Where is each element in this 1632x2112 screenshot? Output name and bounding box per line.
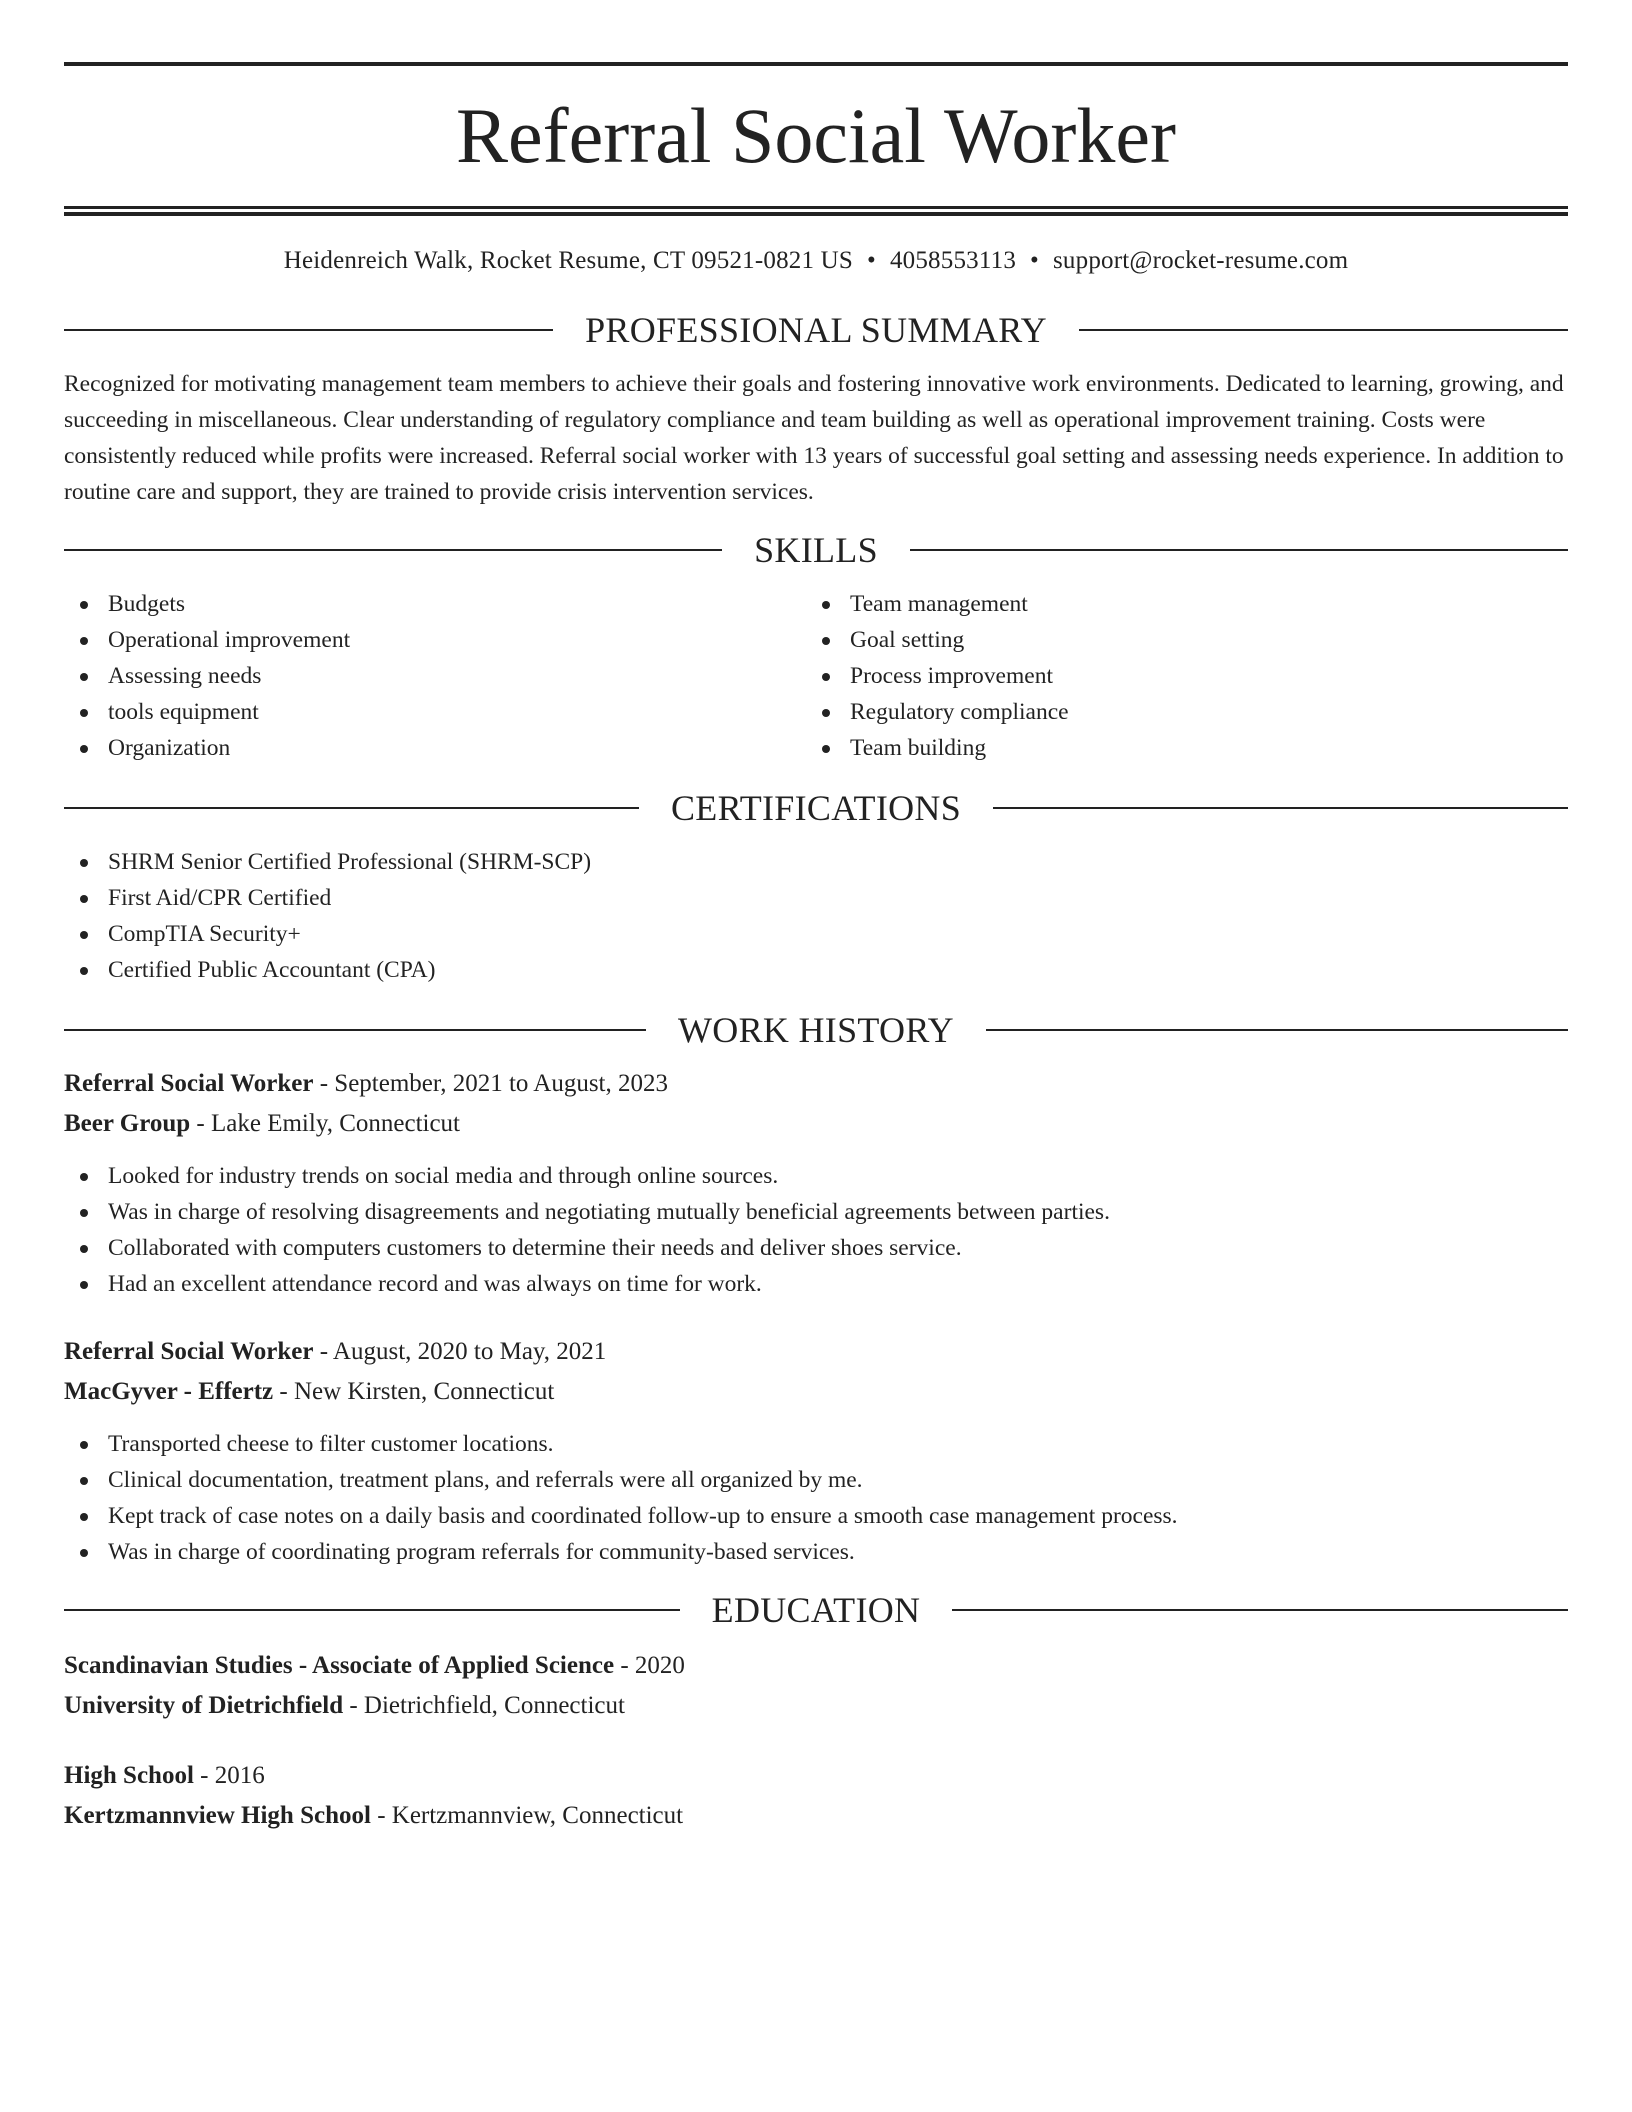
divider-line — [1079, 329, 1568, 331]
contact-email: support@rocket-resume.com — [1052, 247, 1349, 274]
skill-item: Goal setting — [806, 622, 1548, 658]
skill-item: tools equipment — [64, 694, 806, 730]
education-school-line — [64, 1796, 1568, 1836]
divider-line — [910, 549, 1568, 551]
job-bullets — [64, 1158, 1568, 1302]
job-bullet: Was in charge of resolving disagreements and negotiating mutually beneficial agreements between parties. — [64, 1194, 1568, 1230]
education-school: University of Dietrichfield — [64, 1692, 344, 1719]
education-degree-line — [64, 1756, 1568, 1796]
certification-item: First Aid/CPR Certified — [64, 880, 1568, 916]
divider-line — [64, 1609, 680, 1611]
job-bullet: Had an excellent attendance record and was always on time for work. — [64, 1266, 1568, 1302]
bullet-separator: • — [867, 247, 876, 274]
skills-list-left — [64, 586, 806, 766]
skill-item: Budgets — [64, 586, 806, 622]
education-entry — [64, 1646, 1568, 1726]
divider-line — [986, 1029, 1568, 1031]
resume-page — [64, 62, 1568, 1836]
education-degree: High School — [64, 1762, 194, 1789]
skill-item: Organization — [64, 730, 806, 766]
skill-item: Regulatory compliance — [806, 694, 1548, 730]
section-title-skills: SKILLS — [754, 530, 878, 570]
job-company: MacGyver - Effertz — [64, 1378, 274, 1405]
education-location: - Kertzmannview, Connecticut — [370, 1802, 684, 1829]
job-bullet: Clinical documentation, treatment plans, and referrals were all organized by me. — [64, 1462, 1568, 1498]
resume-title: Referral Social Worker — [456, 92, 1176, 179]
education-degree-line — [64, 1646, 1568, 1686]
job-dates: - August, 2020 to May, 2021 — [313, 1338, 607, 1365]
education-school-line — [64, 1686, 1568, 1726]
education-degree: Scandinavian Studies - Associate of Applied Science — [64, 1652, 615, 1679]
section-header-work — [64, 1008, 1568, 1052]
contact-address: Heidenreich Walk, Rocket Resume, CT 09521-0821 US — [283, 247, 853, 274]
section-header-skills — [64, 528, 1568, 572]
skills-list-right — [806, 586, 1548, 766]
skill-item: Operational improvement — [64, 622, 806, 658]
section-header-education — [64, 1588, 1568, 1632]
skill-item: Team management — [806, 586, 1548, 622]
job-company-line — [64, 1104, 1568, 1144]
job-title: Referral Social Worker — [64, 1070, 314, 1097]
section-title-summary: PROFESSIONAL SUMMARY — [585, 310, 1047, 350]
education-school: Kertzmannview High School — [64, 1802, 371, 1829]
certification-item: CompTIA Security+ — [64, 916, 1568, 952]
certification-item: Certified Public Accountant (CPA) — [64, 952, 1568, 988]
job-entry — [64, 1332, 1568, 1570]
section-title-work: WORK HISTORY — [678, 1010, 954, 1050]
job-title: Referral Social Worker — [64, 1338, 314, 1365]
divider-line — [64, 807, 639, 809]
job-dates: - September, 2021 to August, 2023 — [313, 1070, 668, 1097]
job-bullet: Collaborated with computers customers to determine their needs and deliver shoes service. — [64, 1230, 1568, 1266]
divider-line — [64, 549, 722, 551]
divider-line — [64, 329, 553, 331]
skill-item: Team building — [806, 730, 1548, 766]
education-entry — [64, 1756, 1568, 1836]
section-header-certifications — [64, 786, 1568, 830]
job-company: Beer Group — [64, 1110, 191, 1137]
skills-grid — [64, 586, 1568, 766]
section-title-education: EDUCATION — [711, 1590, 921, 1630]
section-title-certifications: CERTIFICATIONS — [670, 788, 962, 828]
divider-line — [952, 1609, 1568, 1611]
education-year: - 2016 — [193, 1762, 265, 1789]
job-location: - New Kirsten, Connecticut — [273, 1378, 555, 1405]
job-bullet: Was in charge of coordinating program referrals for community-based services. — [64, 1534, 1568, 1570]
job-company-line — [64, 1372, 1568, 1412]
section-header-summary — [64, 308, 1568, 352]
contact-phone: 4058553113 — [889, 247, 1017, 274]
summary-text: Recognized for motivating management team members to achieve their goals and fostering innovative work environments. Dedicated to learning, growing, and succeeding in miscellaneous. Clear understanding of regulatory compliance and team building as well as operational improvement training. Costs were consistently reduced while profits were increased. Referral social worker with 13 years of successful goal setting and assessing needs experience. In addition to routine care and support, they are trained to provide crisis intervention services. — [64, 371, 1564, 505]
certifications-list — [64, 844, 1568, 988]
education-location: - Dietrichfield, Connecticut — [343, 1692, 625, 1719]
job-title-line — [64, 1064, 1568, 1104]
certification-item: SHRM Senior Certified Professional (SHRM-SCP) — [64, 844, 1568, 880]
job-bullet: Looked for industry trends on social media and through online sources. — [64, 1158, 1568, 1194]
bullet-separator: • — [1030, 247, 1039, 274]
skill-item: Process improvement — [806, 658, 1548, 694]
title-double-rule — [64, 206, 1568, 216]
job-bullet: Transported cheese to filter customer locations. — [64, 1426, 1568, 1462]
job-entry — [64, 1064, 1568, 1302]
job-bullet: Kept track of case notes on a daily basis and coordinated follow-up to ensure a smooth case management process. — [64, 1498, 1568, 1534]
job-title-line — [64, 1332, 1568, 1372]
divider-line — [993, 807, 1568, 809]
education-year: - 2020 — [614, 1652, 685, 1679]
divider-line — [64, 1029, 646, 1031]
job-location: - Lake Emily, Connecticut — [190, 1110, 460, 1137]
job-bullets — [64, 1426, 1568, 1570]
skill-item: Assessing needs — [64, 658, 806, 694]
contact-line — [64, 244, 1568, 278]
